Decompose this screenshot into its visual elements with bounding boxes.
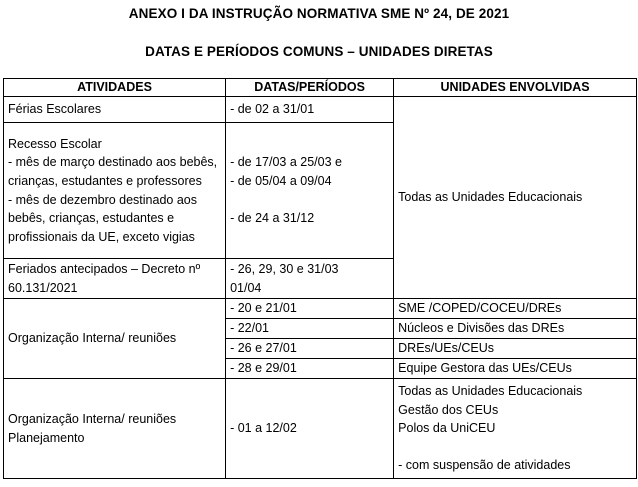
- document-subtitle: DATAS E PERÍODOS COMUNS – UNIDADES DIRETAS: [145, 44, 493, 59]
- table-row: [4, 97, 637, 123]
- units-cell: Núcleos e Divisões das DREs: [394, 319, 637, 339]
- activity-cell: Organização Interna/ reuniões Planejamento: [4, 379, 226, 479]
- column-header-datas: DATAS/PERÍODOS: [226, 79, 394, 97]
- units-cell: SME /COPED/COCEU/DREs: [394, 299, 637, 319]
- units-cell: DREs/UEs/CEUs: [394, 339, 637, 359]
- units-cell-merged: Todas as Unidades Educacionais: [394, 97, 637, 299]
- dates-cell: - 20 e 21/01: [226, 299, 394, 319]
- activity-cell: Recesso Escolar - mês de março destinado aos bebês, crianças, estudantes e professores - mês de dezembro destinado aos bebês, crianças, estudantes e profissionais da UE, exceto vigias: [4, 123, 226, 259]
- column-header-unidades: UNIDADES ENVOLVIDAS: [394, 79, 637, 97]
- activity-cell: Organização Interna/ reuniões: [4, 299, 226, 379]
- dates-cell: - 28 e 29/01: [226, 359, 394, 379]
- dates-cell: - 22/01: [226, 319, 394, 339]
- table-row: [4, 379, 637, 479]
- dates-cell: - de 02 a 31/01: [226, 97, 394, 123]
- dates-cell: - 01 a 12/02: [226, 379, 394, 479]
- dates-cell: - 26, 29, 30 e 31/03 01/04: [226, 259, 394, 299]
- table-row: [4, 299, 637, 319]
- activity-cell: Férias Escolares: [4, 97, 226, 123]
- dates-cell: - 26 e 27/01: [226, 339, 394, 359]
- column-header-atividades: ATIVIDADES: [4, 79, 226, 97]
- schedule-table: [3, 78, 637, 479]
- table-header-row: [4, 79, 637, 97]
- units-cell: Equipe Gestora das UEs/CEUs: [394, 359, 637, 379]
- dates-cell: - de 17/03 a 25/03 e - de 05/04 a 09/04 - de 24 a 31/12: [226, 123, 394, 259]
- units-cell: Todas as Unidades Educacionais Gestão dos CEUs Polos da UniCEU - com suspensão de atividades: [394, 379, 637, 479]
- activity-cell: Feriados antecipados – Decreto nº 60.131/2021: [4, 259, 226, 299]
- document-title: ANEXO I DA INSTRUÇÃO NORMATIVA SME Nº 24, DE 2021: [128, 6, 510, 21]
